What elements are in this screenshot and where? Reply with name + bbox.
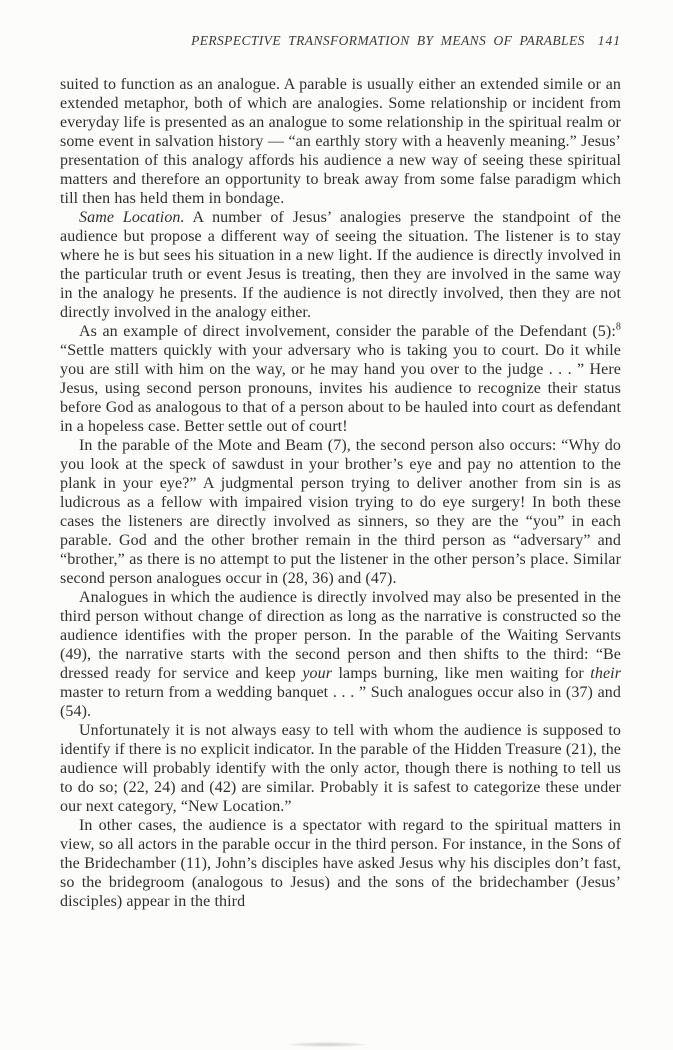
paragraph (60, 75, 621, 208)
text-segment-italic: their (590, 665, 622, 682)
text-segment: In other cases, the audience is a spectator with regard to the spiritual matters in view, so all actors in the parable occur in the third person. For instance, in the Sons of the Bridechamber (11), John’s disciples have asked Jesus why his disciples don’t fast, so the bridegroom (analogous to Jesus) and the sons of the bridechamber (Jesus’ disciples) appear in the third (60, 817, 621, 910)
paragraph (60, 208, 621, 322)
text-segment: master to return from a wedding banquet . . . ” Such analogues occur also in (37) and (54). (60, 684, 621, 720)
paragraph (60, 322, 621, 436)
text-segment-italic: Same Location. (79, 209, 185, 226)
text-segment: suited to function as an analogue. A parable is usually either an extended simile or an extended metaphor, both of which are analogies. Some relationship or incident from everyday life is presented as an analogue to some relationship in the spiritual realm or some event in salvation history — “an earthly story with a heavenly meaning.” Jesus’ presentation of this analogy affords his audience a new way of seeing these spiritual matters and therefore an opportunity to break away from some false paradigm which till then has held them in bondage. (60, 76, 621, 207)
running-head (60, 33, 621, 49)
paragraph (60, 588, 621, 721)
paragraph (60, 721, 621, 816)
paragraph (60, 816, 621, 911)
running-head-title: PERSPECTIVE TRANSFORMATION BY MEANS OF PARABLES (191, 33, 585, 48)
text-segment: A number of Jesus’ analogies preserve the standpoint of the audience but propose a different way of seeing the situation. The listener is to stay where he is but sees his situation in a new light. If the audience is directly involved in the particular truth or event Jesus is treating, then they are involved in the same way in the analogy he presents. If the audience is not directly involved, then they are not directly involved in the analogy either. (60, 209, 621, 321)
paragraph (60, 436, 621, 588)
body-text (60, 75, 621, 911)
text-segment: Unfortunately it is not always easy to tell with whom the audience is supposed to identify if there is no explicit indicator. In the parable of the Hidden Treasure (21), the audience will probably identify with the only actor, though there is nothing to tell us to do so; (22, 24) and (42) are similar. Probably it is safest to categorize these under our next category, “New Location.” (60, 722, 621, 815)
text-segment-italic: your (302, 665, 333, 682)
page-number: 141 (597, 33, 621, 48)
text-segment: In the parable of the Mote and Beam (7), the second person also occurs: “Why do you look at the speck of sawdust in your brother’s eye and pay no attention to the plank in your eye?” A judgmental person trying to deliver another from sin is as ludicrous as a fellow with impaired vision trying to do eye surgery! In both these cases the listeners are directly involved as sinners, so they are the “you” in each parable. God and the other brother remain in the third person as “adversary” and “brother,” as there is no attempt to put the listener in the other person’s place. Similar second person analogues occur in (28, 36) and (47). (60, 437, 621, 587)
text-segment: Analogues in which the audience is directly involved may also be presented in the third person without change of direction as long as the narrative is constructed so the audience identifies with the proper person. In the parable of the Waiting Servants (49), the narrative starts with the second person and then shifts to the third: “Be dressed ready for service and keep (60, 589, 621, 682)
text-segment: “Settle matters quickly with your adversary who is taking you to court. Do it while you are still with him on the way, or he may hand you over to the judge . . . ” Here Jesus, using second person pronouns, invites his audience to recognize their status before God as analogous to that of a person about to be hauled into court as defendant in a hopeless case. Better settle out of court! (60, 342, 621, 435)
text-segment-sup: 8 (615, 321, 621, 333)
text-segment: lamps burning, like men waiting for (332, 665, 591, 682)
text-segment: As an example of direct involvement, consider the parable of the Defendant (5): (79, 323, 616, 340)
scan-smudge-artifact (287, 1042, 367, 1047)
